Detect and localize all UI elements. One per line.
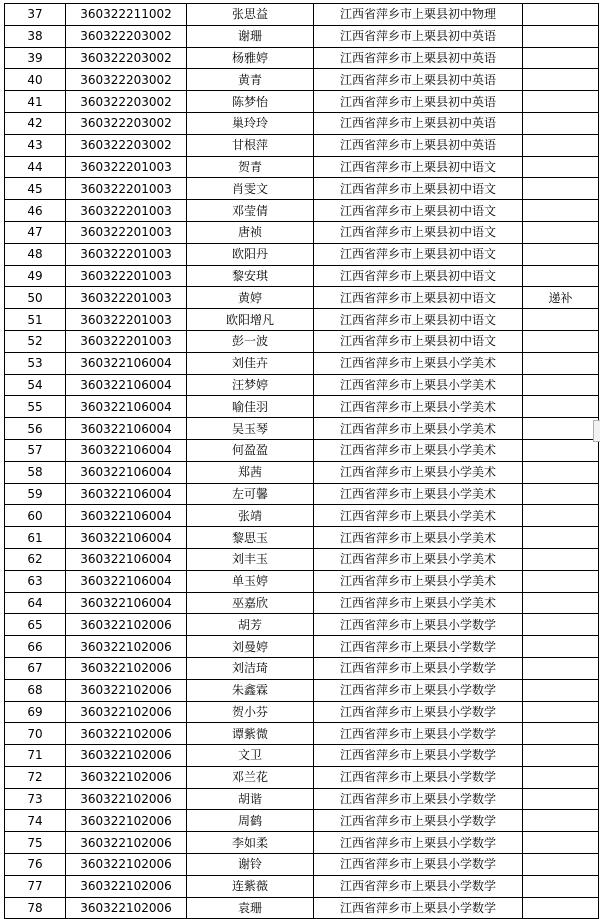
position-unit-cell: 江西省萍乡市上栗县初中语文 bbox=[314, 265, 523, 287]
row-number-cell: 68 bbox=[5, 679, 66, 701]
table-row bbox=[5, 527, 599, 549]
position-code-cell: 360322201003 bbox=[66, 265, 187, 287]
table-row bbox=[5, 330, 599, 352]
row-number-cell: 65 bbox=[5, 614, 66, 636]
row-number-cell: 48 bbox=[5, 243, 66, 265]
candidate-name-cell: 欧阳增凡 bbox=[187, 309, 314, 331]
candidate-name-cell: 刘曼婷 bbox=[187, 636, 314, 658]
position-unit-cell: 江西省萍乡市上栗县小学美术 bbox=[314, 352, 523, 374]
table-row bbox=[5, 25, 599, 47]
position-code-cell: 360322106004 bbox=[66, 439, 187, 461]
row-number-cell: 70 bbox=[5, 723, 66, 745]
position-unit-cell: 江西省萍乡市上栗县小学美术 bbox=[314, 505, 523, 527]
position-code-cell: 360322106004 bbox=[66, 352, 187, 374]
remark-cell bbox=[523, 832, 599, 854]
row-number-cell: 40 bbox=[5, 69, 66, 91]
remark-cell bbox=[523, 636, 599, 658]
remark-cell bbox=[523, 352, 599, 374]
position-code-cell: 360322106004 bbox=[66, 374, 187, 396]
candidate-name-cell: 左可馨 bbox=[187, 483, 314, 505]
position-code-cell: 360322102006 bbox=[66, 745, 187, 767]
row-number-cell: 44 bbox=[5, 156, 66, 178]
position-unit-cell: 江西省萍乡市上栗县初中英语 bbox=[314, 25, 523, 47]
position-unit-cell: 江西省萍乡市上栗县小学数学 bbox=[314, 875, 523, 897]
candidate-name-cell: 邓兰花 bbox=[187, 766, 314, 788]
candidate-name-cell: 吴玉琴 bbox=[187, 418, 314, 440]
remark-cell bbox=[523, 309, 599, 331]
remark-cell bbox=[523, 723, 599, 745]
remark-cell bbox=[523, 592, 599, 614]
table-row bbox=[5, 745, 599, 767]
table-row bbox=[5, 570, 599, 592]
remark-cell bbox=[523, 178, 599, 200]
position-unit-cell: 江西省萍乡市上栗县小学数学 bbox=[314, 854, 523, 876]
position-code-cell: 360322106004 bbox=[66, 418, 187, 440]
remark-cell bbox=[523, 875, 599, 897]
table-row bbox=[5, 483, 599, 505]
position-unit-cell: 江西省萍乡市上栗县小学数学 bbox=[314, 788, 523, 810]
position-unit-cell: 江西省萍乡市上栗县初中语文 bbox=[314, 200, 523, 222]
remark-cell bbox=[523, 854, 599, 876]
candidate-name-cell: 汪梦婷 bbox=[187, 374, 314, 396]
candidate-name-cell: 谢铃 bbox=[187, 854, 314, 876]
table-row bbox=[5, 439, 599, 461]
position-unit-cell: 江西省萍乡市上栗县小学数学 bbox=[314, 766, 523, 788]
table-row bbox=[5, 592, 599, 614]
candidate-name-cell: 欧阳丹 bbox=[187, 243, 314, 265]
page-edge-tab bbox=[593, 420, 600, 442]
position-unit-cell: 江西省萍乡市上栗县初中语文 bbox=[314, 309, 523, 331]
remark-cell bbox=[523, 221, 599, 243]
remark-cell bbox=[523, 614, 599, 636]
table-row bbox=[5, 47, 599, 69]
position-unit-cell: 江西省萍乡市上栗县小学数学 bbox=[314, 657, 523, 679]
candidate-name-cell: 张靖 bbox=[187, 505, 314, 527]
remark-cell bbox=[523, 374, 599, 396]
position-unit-cell: 江西省萍乡市上栗县初中语文 bbox=[314, 243, 523, 265]
position-unit-cell: 江西省萍乡市上栗县小学数学 bbox=[314, 636, 523, 658]
table-row bbox=[5, 287, 599, 309]
remark-cell bbox=[523, 200, 599, 222]
table-row bbox=[5, 352, 599, 374]
position-code-cell: 360322203002 bbox=[66, 91, 187, 113]
table-row bbox=[5, 91, 599, 113]
remark-cell bbox=[523, 439, 599, 461]
remark-cell bbox=[523, 418, 599, 440]
table-row bbox=[5, 854, 599, 876]
table-row bbox=[5, 221, 599, 243]
row-number-cell: 72 bbox=[5, 766, 66, 788]
position-code-cell: 360322102006 bbox=[66, 854, 187, 876]
position-code-cell: 360322102006 bbox=[66, 875, 187, 897]
row-number-cell: 55 bbox=[5, 396, 66, 418]
position-unit-cell: 江西省萍乡市上栗县小学美术 bbox=[314, 548, 523, 570]
position-code-cell: 360322203002 bbox=[66, 134, 187, 156]
position-unit-cell: 江西省萍乡市上栗县初中语文 bbox=[314, 330, 523, 352]
position-code-cell: 360322201003 bbox=[66, 243, 187, 265]
candidate-name-cell: 贺小芬 bbox=[187, 701, 314, 723]
remark-cell bbox=[523, 47, 599, 69]
row-number-cell: 69 bbox=[5, 701, 66, 723]
table-row bbox=[5, 396, 599, 418]
candidate-name-cell: 陈梦怡 bbox=[187, 91, 314, 113]
row-number-cell: 74 bbox=[5, 810, 66, 832]
position-unit-cell: 江西省萍乡市上栗县小学数学 bbox=[314, 745, 523, 767]
table-row bbox=[5, 810, 599, 832]
row-number-cell: 66 bbox=[5, 636, 66, 658]
table-row bbox=[5, 69, 599, 91]
position-code-cell: 360322203002 bbox=[66, 25, 187, 47]
remark-cell bbox=[523, 788, 599, 810]
candidate-name-cell: 肖雯文 bbox=[187, 178, 314, 200]
remark-cell bbox=[523, 483, 599, 505]
candidate-name-cell: 邓莹倩 bbox=[187, 200, 314, 222]
remark-cell bbox=[523, 548, 599, 570]
row-number-cell: 53 bbox=[5, 352, 66, 374]
position-code-cell: 360322203002 bbox=[66, 112, 187, 134]
row-number-cell: 54 bbox=[5, 374, 66, 396]
position-code-cell: 360322102006 bbox=[66, 810, 187, 832]
candidate-name-cell: 黎思玉 bbox=[187, 527, 314, 549]
table-row bbox=[5, 134, 599, 156]
position-unit-cell: 江西省萍乡市上栗县初中语文 bbox=[314, 178, 523, 200]
row-number-cell: 51 bbox=[5, 309, 66, 331]
position-code-cell: 360322102006 bbox=[66, 679, 187, 701]
table-row bbox=[5, 875, 599, 897]
table-row bbox=[5, 614, 599, 636]
candidate-name-cell: 唐祯 bbox=[187, 221, 314, 243]
position-unit-cell: 江西省萍乡市上栗县小学数学 bbox=[314, 679, 523, 701]
position-unit-cell: 江西省萍乡市上栗县小学数学 bbox=[314, 614, 523, 636]
position-unit-cell: 江西省萍乡市上栗县初中语文 bbox=[314, 287, 523, 309]
row-number-cell: 45 bbox=[5, 178, 66, 200]
position-code-cell: 360322102006 bbox=[66, 723, 187, 745]
row-number-cell: 77 bbox=[5, 875, 66, 897]
position-code-cell: 360322106004 bbox=[66, 461, 187, 483]
position-code-cell: 360322201003 bbox=[66, 221, 187, 243]
remark-cell bbox=[523, 570, 599, 592]
position-code-cell: 360322201003 bbox=[66, 309, 187, 331]
candidate-name-cell: 黄婷 bbox=[187, 287, 314, 309]
table-row bbox=[5, 309, 599, 331]
position-code-cell: 360322203002 bbox=[66, 69, 187, 91]
position-unit-cell: 江西省萍乡市上栗县初中物理 bbox=[314, 4, 523, 26]
position-code-cell: 360322102006 bbox=[66, 614, 187, 636]
position-unit-cell: 江西省萍乡市上栗县小学美术 bbox=[314, 374, 523, 396]
remark-cell bbox=[523, 25, 599, 47]
row-number-cell: 39 bbox=[5, 47, 66, 69]
row-number-cell: 50 bbox=[5, 287, 66, 309]
position-unit-cell: 江西省萍乡市上栗县初中英语 bbox=[314, 69, 523, 91]
candidate-name-cell: 黎安琪 bbox=[187, 265, 314, 287]
remark-cell bbox=[523, 91, 599, 113]
table-row bbox=[5, 178, 599, 200]
candidate-name-cell: 喻佳羽 bbox=[187, 396, 314, 418]
position-unit-cell: 江西省萍乡市上栗县小学美术 bbox=[314, 396, 523, 418]
table-row bbox=[5, 156, 599, 178]
remark-cell bbox=[523, 134, 599, 156]
position-code-cell: 360322106004 bbox=[66, 396, 187, 418]
row-number-cell: 62 bbox=[5, 548, 66, 570]
candidate-name-cell: 张思益 bbox=[187, 4, 314, 26]
table-row bbox=[5, 723, 599, 745]
position-code-cell: 360322102006 bbox=[66, 657, 187, 679]
row-number-cell: 61 bbox=[5, 527, 66, 549]
row-number-cell: 67 bbox=[5, 657, 66, 679]
table-row bbox=[5, 200, 599, 222]
roster-table-body bbox=[5, 4, 599, 919]
candidate-name-cell: 连紫薇 bbox=[187, 875, 314, 897]
candidate-name-cell: 何盈盈 bbox=[187, 439, 314, 461]
position-unit-cell: 江西省萍乡市上栗县小学美术 bbox=[314, 592, 523, 614]
row-number-cell: 73 bbox=[5, 788, 66, 810]
remark-cell bbox=[523, 69, 599, 91]
candidate-name-cell: 文卫 bbox=[187, 745, 314, 767]
row-number-cell: 58 bbox=[5, 461, 66, 483]
candidate-name-cell: 彭一波 bbox=[187, 330, 314, 352]
candidate-name-cell: 袁珊 bbox=[187, 897, 314, 919]
remark-cell bbox=[523, 766, 599, 788]
position-code-cell: 360322102006 bbox=[66, 832, 187, 854]
candidate-name-cell: 刘丰玉 bbox=[187, 548, 314, 570]
position-unit-cell: 江西省萍乡市上栗县初中英语 bbox=[314, 112, 523, 134]
position-code-cell: 360322102006 bbox=[66, 636, 187, 658]
row-number-cell: 47 bbox=[5, 221, 66, 243]
candidate-name-cell: 杨雅婷 bbox=[187, 47, 314, 69]
candidate-name-cell: 单玉婷 bbox=[187, 570, 314, 592]
candidate-name-cell: 巫嘉欣 bbox=[187, 592, 314, 614]
remark-cell bbox=[523, 657, 599, 679]
position-code-cell: 360322201003 bbox=[66, 178, 187, 200]
position-code-cell: 360322201003 bbox=[66, 287, 187, 309]
position-code-cell: 360322102006 bbox=[66, 766, 187, 788]
position-code-cell: 360322106004 bbox=[66, 527, 187, 549]
row-number-cell: 59 bbox=[5, 483, 66, 505]
table-row bbox=[5, 701, 599, 723]
position-unit-cell: 江西省萍乡市上栗县小学数学 bbox=[314, 723, 523, 745]
roster-table bbox=[4, 3, 599, 919]
remark-cell bbox=[523, 265, 599, 287]
table-row bbox=[5, 832, 599, 854]
row-number-cell: 52 bbox=[5, 330, 66, 352]
candidate-name-cell: 刘佳卉 bbox=[187, 352, 314, 374]
position-code-cell: 360322106004 bbox=[66, 505, 187, 527]
table-row bbox=[5, 548, 599, 570]
table-row bbox=[5, 657, 599, 679]
table-row bbox=[5, 766, 599, 788]
position-code-cell: 360322203002 bbox=[66, 47, 187, 69]
position-code-cell: 360322102006 bbox=[66, 788, 187, 810]
table-row bbox=[5, 374, 599, 396]
table-row bbox=[5, 505, 599, 527]
position-unit-cell: 江西省萍乡市上栗县小学数学 bbox=[314, 810, 523, 832]
candidate-name-cell: 谭紫微 bbox=[187, 723, 314, 745]
position-unit-cell: 江西省萍乡市上栗县小学数学 bbox=[314, 701, 523, 723]
table-row bbox=[5, 4, 599, 26]
position-code-cell: 360322106004 bbox=[66, 592, 187, 614]
position-code-cell: 360322102006 bbox=[66, 897, 187, 919]
row-number-cell: 42 bbox=[5, 112, 66, 134]
remark-cell bbox=[523, 112, 599, 134]
row-number-cell: 78 bbox=[5, 897, 66, 919]
remark-cell bbox=[523, 701, 599, 723]
table-row bbox=[5, 636, 599, 658]
position-unit-cell: 江西省萍乡市上栗县小学数学 bbox=[314, 832, 523, 854]
table-row bbox=[5, 265, 599, 287]
position-unit-cell: 江西省萍乡市上栗县小学美术 bbox=[314, 439, 523, 461]
candidate-name-cell: 郑茜 bbox=[187, 461, 314, 483]
candidate-name-cell: 谢珊 bbox=[187, 25, 314, 47]
position-unit-cell: 江西省萍乡市上栗县初中英语 bbox=[314, 91, 523, 113]
row-number-cell: 37 bbox=[5, 4, 66, 26]
row-number-cell: 64 bbox=[5, 592, 66, 614]
remark-cell bbox=[523, 330, 599, 352]
candidate-name-cell: 胡谐 bbox=[187, 788, 314, 810]
row-number-cell: 63 bbox=[5, 570, 66, 592]
position-code-cell: 360322201003 bbox=[66, 156, 187, 178]
remark-cell: 递补 bbox=[523, 287, 599, 309]
row-number-cell: 75 bbox=[5, 832, 66, 854]
candidate-name-cell: 李如柔 bbox=[187, 832, 314, 854]
remark-cell bbox=[523, 527, 599, 549]
row-number-cell: 49 bbox=[5, 265, 66, 287]
position-code-cell: 360322211002 bbox=[66, 4, 187, 26]
table-row bbox=[5, 897, 599, 919]
table-row bbox=[5, 418, 599, 440]
position-unit-cell: 江西省萍乡市上栗县初中语文 bbox=[314, 221, 523, 243]
remark-cell bbox=[523, 810, 599, 832]
position-code-cell: 360322201003 bbox=[66, 200, 187, 222]
table-row bbox=[5, 788, 599, 810]
position-code-cell: 360322106004 bbox=[66, 570, 187, 592]
row-number-cell: 43 bbox=[5, 134, 66, 156]
position-unit-cell: 江西省萍乡市上栗县小学美术 bbox=[314, 483, 523, 505]
row-number-cell: 38 bbox=[5, 25, 66, 47]
table-row bbox=[5, 112, 599, 134]
position-unit-cell: 江西省萍乡市上栗县初中英语 bbox=[314, 134, 523, 156]
row-number-cell: 46 bbox=[5, 200, 66, 222]
position-unit-cell: 江西省萍乡市上栗县小学美术 bbox=[314, 418, 523, 440]
remark-cell bbox=[523, 243, 599, 265]
candidate-name-cell: 甘根萍 bbox=[187, 134, 314, 156]
remark-cell bbox=[523, 679, 599, 701]
remark-cell bbox=[523, 156, 599, 178]
remark-cell bbox=[523, 396, 599, 418]
row-number-cell: 76 bbox=[5, 854, 66, 876]
position-unit-cell: 江西省萍乡市上栗县小学数学 bbox=[314, 897, 523, 919]
remark-cell bbox=[523, 4, 599, 26]
table-row bbox=[5, 243, 599, 265]
position-unit-cell: 江西省萍乡市上栗县小学美术 bbox=[314, 461, 523, 483]
position-code-cell: 360322201003 bbox=[66, 330, 187, 352]
candidate-name-cell: 朱鑫霖 bbox=[187, 679, 314, 701]
remark-cell bbox=[523, 461, 599, 483]
position-unit-cell: 江西省萍乡市上栗县小学美术 bbox=[314, 527, 523, 549]
table-row bbox=[5, 679, 599, 701]
row-number-cell: 57 bbox=[5, 439, 66, 461]
position-code-cell: 360322106004 bbox=[66, 548, 187, 570]
remark-cell bbox=[523, 745, 599, 767]
candidate-name-cell: 胡芳 bbox=[187, 614, 314, 636]
remark-cell bbox=[523, 505, 599, 527]
position-code-cell: 360322102006 bbox=[66, 701, 187, 723]
row-number-cell: 60 bbox=[5, 505, 66, 527]
position-unit-cell: 江西省萍乡市上栗县初中英语 bbox=[314, 47, 523, 69]
candidate-name-cell: 黄青 bbox=[187, 69, 314, 91]
row-number-cell: 71 bbox=[5, 745, 66, 767]
position-unit-cell: 江西省萍乡市上栗县小学美术 bbox=[314, 570, 523, 592]
candidate-name-cell: 巢玲玲 bbox=[187, 112, 314, 134]
candidate-name-cell: 贺青 bbox=[187, 156, 314, 178]
row-number-cell: 56 bbox=[5, 418, 66, 440]
position-unit-cell: 江西省萍乡市上栗县初中语文 bbox=[314, 156, 523, 178]
candidate-name-cell: 周鹤 bbox=[187, 810, 314, 832]
candidate-name-cell: 刘洁琦 bbox=[187, 657, 314, 679]
table-row bbox=[5, 461, 599, 483]
row-number-cell: 41 bbox=[5, 91, 66, 113]
remark-cell bbox=[523, 897, 599, 919]
position-code-cell: 360322106004 bbox=[66, 483, 187, 505]
